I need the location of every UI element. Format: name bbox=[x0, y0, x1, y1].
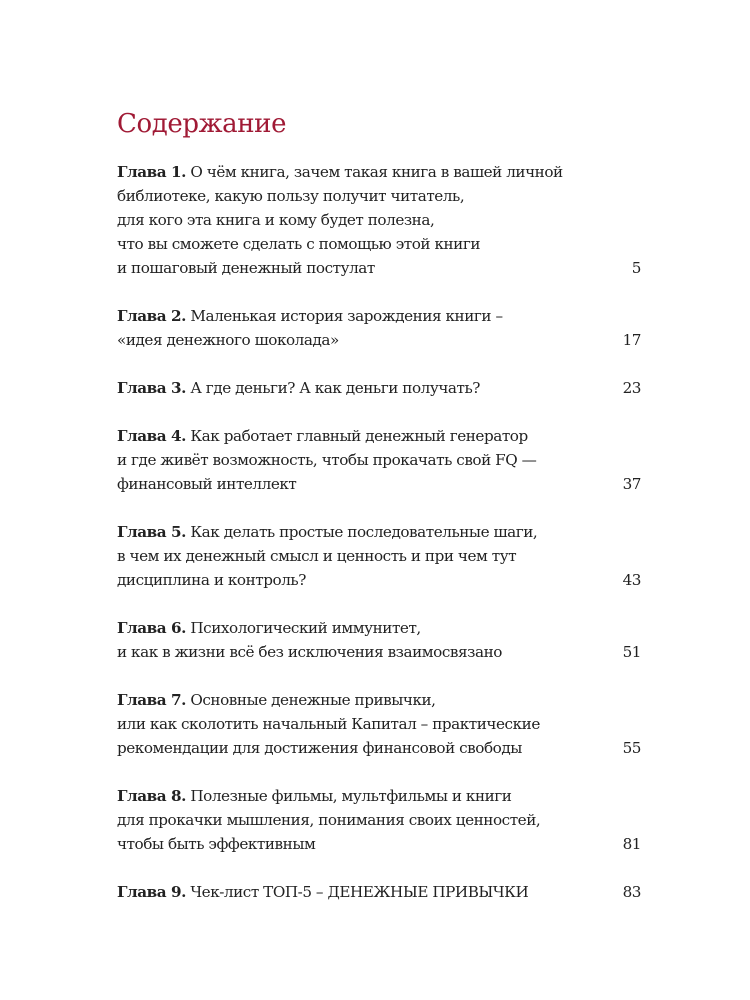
toc-entry-line bbox=[117, 424, 641, 448]
chapter-title-text: А где деньги? А как деньги получать? bbox=[190, 379, 481, 397]
toc-entry-line: и пошаговый денежный постулат bbox=[117, 259, 375, 277]
toc-entry-line: для прокачки мышления, понимания своих ценностей, bbox=[117, 811, 541, 829]
toc-entry-line bbox=[117, 160, 641, 184]
toc-entry-line: и где живёт возможность, чтобы прокачать свой FQ — bbox=[117, 451, 537, 469]
page-number: 43 bbox=[622, 571, 641, 589]
toc-entry-line: финансовый интеллект bbox=[117, 475, 297, 493]
toc-entry-line bbox=[117, 688, 641, 712]
toc-entry-chapter-4 bbox=[117, 424, 641, 496]
chapter-label: Глава 4. bbox=[117, 427, 186, 445]
toc-entry-line: или как сколотить начальный Капитал – практические bbox=[117, 715, 540, 733]
chapter-title-text: Как работает главный денежный генератор bbox=[190, 427, 528, 445]
page-number: 55 bbox=[622, 739, 641, 757]
toc-entry-chapter-9 bbox=[117, 880, 641, 904]
toc-entry-line: чтобы быть эффективным bbox=[117, 835, 316, 853]
toc-entry-line: библиотеке, какую пользу получит читатель, bbox=[117, 187, 465, 205]
chapter-title-text: Как делать простые последовательные шаги, bbox=[190, 523, 538, 541]
chapter-label: Глава 9. bbox=[117, 883, 186, 901]
toc-entry-line: рекомендации для достижения финансовой свободы bbox=[117, 739, 522, 757]
toc-entry-chapter-3 bbox=[117, 376, 641, 400]
chapter-title-text: Психологический иммунитет, bbox=[190, 619, 421, 637]
toc-list bbox=[117, 160, 641, 928]
page-number: 5 bbox=[631, 259, 641, 277]
page-number: 83 bbox=[622, 883, 641, 901]
toc-entry-line: «идея денежного шоколада» bbox=[117, 331, 339, 349]
toc-entry-chapter-6 bbox=[117, 616, 641, 664]
toc-title: Содержание bbox=[117, 109, 287, 139]
chapter-label: Глава 3. bbox=[117, 379, 186, 397]
toc-entry-line: и как в жизни всё без исключения взаимосвязано bbox=[117, 643, 502, 661]
toc-entry-line bbox=[117, 520, 641, 544]
toc-entry-line: что вы сможете сделать с помощью этой книги bbox=[117, 235, 481, 253]
chapter-title-text: Полезные фильмы, мультфильмы и книги bbox=[190, 787, 512, 805]
page-number: 23 bbox=[622, 379, 641, 397]
toc-entry-chapter-8 bbox=[117, 784, 641, 856]
toc-entry-chapter-7 bbox=[117, 688, 641, 760]
toc-entry-line bbox=[117, 376, 641, 400]
chapter-title-text: О чём книга, зачем такая книга в вашей личной bbox=[190, 163, 563, 181]
page-number: 17 bbox=[622, 331, 641, 349]
toc-entry-chapter-5 bbox=[117, 520, 641, 592]
chapter-label: Глава 2. bbox=[117, 307, 186, 325]
chapter-title-text: Основные денежные привычки, bbox=[190, 691, 436, 709]
chapter-label: Глава 8. bbox=[117, 787, 186, 805]
chapter-title-text: Маленькая история зарождения книги – bbox=[190, 307, 503, 325]
page-number: 51 bbox=[622, 643, 641, 661]
toc-entry-line: дисциплина и контроль? bbox=[117, 571, 306, 589]
toc-entry-line bbox=[117, 880, 641, 904]
toc-entry-line: для кого эта книга и кому будет полезна, bbox=[117, 211, 435, 229]
toc-entry-chapter-2 bbox=[117, 304, 641, 352]
chapter-title-text: Чек-лист ТОП-5 – ДЕНЕЖНЫЕ ПРИВЫЧКИ bbox=[190, 883, 529, 901]
chapter-label: Глава 5. bbox=[117, 523, 186, 541]
chapter-label: Глава 1. bbox=[117, 163, 186, 181]
toc-entry-line bbox=[117, 304, 641, 328]
toc-entry-line bbox=[117, 616, 641, 640]
toc-entry-line bbox=[117, 784, 641, 808]
toc-entry-chapter-1 bbox=[117, 160, 641, 280]
page-number: 81 bbox=[622, 835, 641, 853]
chapter-label: Глава 7. bbox=[117, 691, 186, 709]
page-number: 37 bbox=[622, 475, 641, 493]
toc-entry-line: в чем их денежный смысл и ценность и при чем тут bbox=[117, 547, 517, 565]
chapter-label: Глава 6. bbox=[117, 619, 186, 637]
